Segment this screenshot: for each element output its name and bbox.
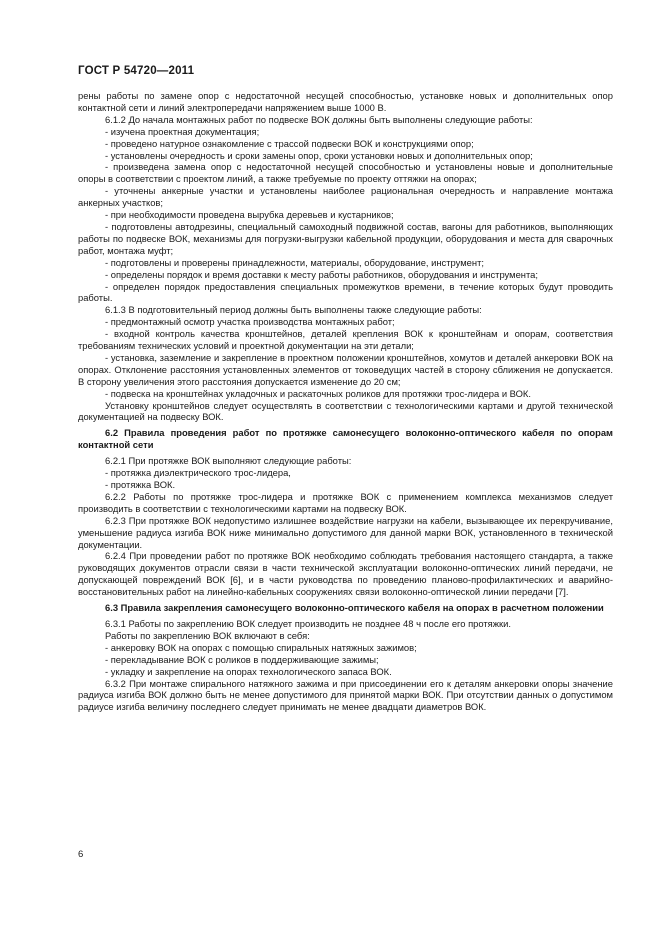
list-item: - уточнены анкерные участки и установлены наиболее рациональная очередность и направление монтажа анкерных участков; [78,185,613,209]
list-item: - определен порядок предоставления специальных промежутков времени, в течение которых будут проводить работы. [78,280,613,304]
list-item: - подвеска на кронштейнах укладочных и раскаточных роликов для протяжки трос-лидера и ВОК. [105,387,531,399]
list-item: - протяжка диэлектрического трос-лидера, [105,467,291,479]
clause-paragraph: 6.2.1 При протяжке ВОК выполняют следующие работы: [105,455,352,467]
section-heading: 6.2 Правила проведения работ по протяжке самонесущего волоконно-оптического кабеля по опорам контактной сети [78,427,613,451]
document-header: ГОСТ Р 54720—2011 [78,65,195,77]
list-item: - определены порядок и время доставки к месту работы работников, оборудования и инструмента; [105,268,538,280]
clause-paragraph: 6.1.2 До начала монтажных работ по подвеске ВОК должны быть выполнены следующие работы: [105,113,533,125]
list-item: - предмонтажный осмотр участка производства монтажных работ; [105,316,395,328]
list-item: - изучена проектная документация; [105,125,260,137]
list-item: - входной контроль качества кронштейнов, деталей крепления ВОК к кронштейнам и опорам, соответствия требованиям технических условий и проектной документации на эти детали; [78,328,613,352]
clause-paragraph: 6.3.1 Работы по закреплению ВОК следует производить не позднее 48 ч после его протяжки. [105,617,511,629]
list-item: - анкеровку ВОК на опорах с помощью спиральных натяжных зажимов; [105,641,417,653]
clause-paragraph: 6.2.2 Работы по протяжке трос-лидера и протяжке ВОК с применением комплекса механизмов следует производить в соответствии с технологическими картами на подвеску ВОК. [78,490,613,514]
clause-paragraph: 6.2.4 При проведении работ по протяжке ВОК необходимо соблюдать требования настоящего стандарта, а также руководящих документов отрасли связи в части технической эксплуатации волоконно-оптических линий передачи, не допускающей повреждений ВОК [6], и в части руководства по проведению планово-профилактических и аварийно-восстановительных работ на линейно-кабельных сооружениях связи волоконно-оптической линии передачи [7]. [78,550,613,598]
list-item: - протяжка ВОК. [105,479,176,490]
clause-paragraph: 6.1.3 В подготовительный период должны быть выполнены также следующие работы: [105,304,482,316]
paragraph: Установку кронштейнов следует осуществлять в соответствии с технологическими картами и другой технической документацией на подвеску ВОК. [78,399,613,423]
list-item: - подготовлены и проверены принадлежности, материалы, оборудование, инструмент; [105,256,484,268]
page-number: 6 [78,849,84,860]
list-item: - перекладывание ВОК с роликов в поддерживающие зажимы; [105,653,379,665]
list-item: - установлены очередность и сроки замены опор, сроки установки новых и дополнительных опор; [105,149,533,161]
paragraph: рены работы по замене опор с недостаточной несущей способностью, установке новых и дополнительных опор контактной сети и линий электропередачи напряжением выше 1000 В. [78,90,613,113]
list-item: - подготовлены автодрезины, специальный самоходный подвижной состав, вагоны для работников, выполняющих работы по подвеске ВОК, механизмы для погрузки-выгрузки кабельной продукции, оборудования и места для сварочных работ, монтажа муфт; [78,220,613,256]
list-item: - установка, заземление и закрепление в проектном положении кронштейнов, хомутов и деталей анкеровки ВОК на опорах. Отклонение расстояния установленных элементов от токоведущих частей в сторону сближения не допускается. В сторону увеличения этого расстояния допускается изменение до 20 см; [78,351,613,387]
list-item: - произведена замена опор с недостаточной несущей способностью и установлены новые и дополнительные опоры в соответствии с проектом линий, а также требуемые по проекту оттяжки на опорах; [78,161,613,185]
document-body [78,90,613,713]
list-item: - при необходимости проведена вырубка деревьев и кустарников; [105,209,394,221]
clause-paragraph: 6.2.3 При протяжке ВОК недопустимо излишнее воздействие нагрузки на кабели, вызывающее их перекручивание, уменьшение радиуса изгиба ВОК ниже минимально допустимого для данной марки ВОК, установленного в технической документации. [78,514,613,550]
paragraph: Работы по закреплению ВОК включают в себя: [105,629,310,641]
list-item: - укладку и закрепление на опорах технологического запаса ВОК. [105,665,392,677]
clause-paragraph: 6.3.2 При монтаже спирального натяжного зажима и при присоединении его к деталям анкеровки опоры значение радиуса изгиба ВОК должно быть не менее допустимого для принятой марки ВОК. При отсутствии данных о допустимом радиусе изгиба величину последнего следует принимать не менее двадцати диаметров ВОК. [78,677,613,713]
list-item: - проведено натурное ознакомление с трассой подвески ВОК и конструкциями опор; [105,137,474,149]
section-heading: 6.3 Правила закрепления самонесущего волоконно-оптического кабеля на опорах в расчетном положении [105,602,604,614]
